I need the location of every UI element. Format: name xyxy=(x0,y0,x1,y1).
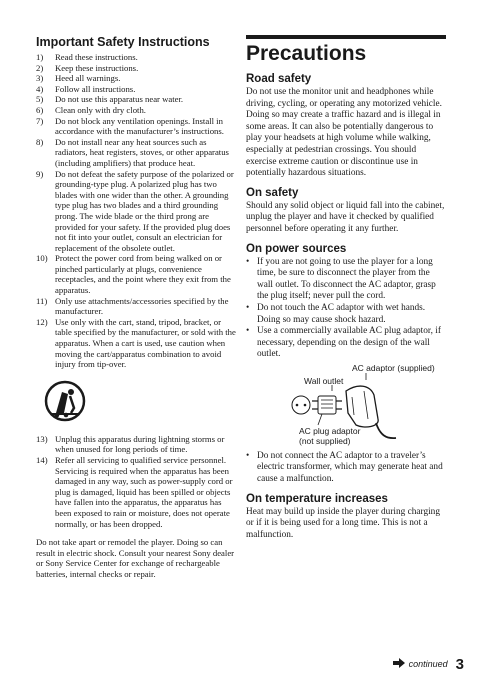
list-item xyxy=(36,253,236,295)
list-item xyxy=(36,105,236,116)
item-number: 10) xyxy=(36,253,48,264)
item-text: Do not defeat the safety purpose of the polarized or grounding-type plug. A polarized plug has two blades with one wider than the other. A grounding type plug has two blades and a third grounding prong. The wide blade or the third prong are provided for your safety. If the provided plug does not fit into your outlet, consult an electrician for replacement of the obsolete outlet. xyxy=(55,168,234,253)
bullet-text: Do not touch the AC adaptor with wet hands. Doing so may cause shock hazard. xyxy=(257,302,426,325)
item-number: 14) xyxy=(36,455,48,465)
item-text: Do not install near any heat sources such as radiators, heat registers, stoves, or other apparatus (including amplifiers) that produce heat. xyxy=(55,136,229,168)
bullet-text: Use a commercially available AC plug adaptor, if necessary, depending on the design of the wall outlet. xyxy=(257,326,441,360)
item-text: Follow all instructions. xyxy=(55,83,136,94)
item-text: Protect the power cord from being walked on or pinched particularly at plugs, convenience receptacles, and the point where they exit from the apparatus. xyxy=(55,253,231,296)
adaptor-illustration xyxy=(246,363,456,445)
safety-instructions-list xyxy=(36,52,236,370)
bullet-text: Do not connect the AC adaptor to a traveler’s electric transformer, which may generate heat and cause a malfunction. xyxy=(257,450,443,485)
bullet-icon: • xyxy=(246,326,250,337)
arrow-right-icon xyxy=(393,655,405,673)
list-item xyxy=(36,434,236,455)
page-title: Precautions xyxy=(246,42,367,65)
item-text: Use only with the cart, stand, tripod, bracket, or table specified by the manufacturer, or sold with the apparatus. When a cart is used, use caution when moving the cart/apparatus combination to avoid injury from tip-over. xyxy=(55,316,236,370)
on-safety-heading: On safety xyxy=(246,186,299,199)
plug-adaptor-sublabel: (not supplied) xyxy=(299,435,351,446)
item-number: 11) xyxy=(36,295,48,306)
road-safety-heading: Road safety xyxy=(246,73,312,85)
item-number: 6) xyxy=(36,104,44,115)
bullet-icon: • xyxy=(246,302,250,313)
item-number: 2) xyxy=(36,62,44,73)
right-column xyxy=(246,35,446,541)
list-item xyxy=(36,116,236,137)
temperature-text: Heat may build up inside the player during charging or if it is being used for a long time. This is not a malfunction. xyxy=(246,506,440,540)
safety-instructions-title: Important Safety Instructions xyxy=(36,35,210,49)
bullet-icon: • xyxy=(246,256,250,267)
item-text: Clean only with dry cloth. xyxy=(55,104,146,115)
item-number: 4) xyxy=(36,83,44,94)
bullet-icon: • xyxy=(246,450,250,461)
ac-adaptor-label: AC adaptor (supplied) xyxy=(352,362,435,373)
page-number: 3 xyxy=(455,655,464,673)
power-sources-list-continued xyxy=(246,451,446,486)
item-text: Refer all servicing to qualified service personnel. Servicing is required when the apparatus has been damaged in any way, such as power-supply cord or plug is damaged, liquid has been spilled or objects have fallen into the apparatus, the apparatus has been exposed to rain or moisture, does not operate normally, or has been dropped. xyxy=(55,455,233,529)
item-number: 5) xyxy=(36,94,44,105)
item-number: 1) xyxy=(36,52,44,62)
item-number: 3) xyxy=(36,73,44,84)
bullet-item xyxy=(246,451,446,486)
bullet-item xyxy=(246,326,446,361)
item-number: 7) xyxy=(36,115,44,126)
list-item xyxy=(36,137,236,169)
list-item xyxy=(36,52,236,63)
list-item xyxy=(36,296,236,317)
list-item xyxy=(36,94,236,105)
item-number: 13) xyxy=(36,433,48,444)
heading-rule xyxy=(246,35,446,39)
page-footer xyxy=(393,655,464,673)
cart-tipover-warning-icon xyxy=(44,380,86,426)
list-item xyxy=(36,73,236,84)
power-sources-list xyxy=(246,257,446,361)
road-safety-text: Do not use the monitor unit and headphones while driving, cycling, or operating any motorized vehicle. Doing so may create a traffic hazard and is illegal in some areas. It can also be potentially dangerous to play your headsets at high volume while walking, especially at pedestrian crossings. You should exercise extreme caution or discontinue use in potentially hazardous situations. xyxy=(246,87,442,179)
item-text: Unplug this apparatus during lightning storms or when unused for long periods of time. xyxy=(55,433,225,455)
continued-label: continued xyxy=(408,659,448,669)
ac-adaptor-diagram xyxy=(246,363,456,445)
bullet-item xyxy=(246,303,446,326)
list-item xyxy=(36,63,236,74)
item-number: 9) xyxy=(36,168,44,179)
wall-outlet-label: Wall outlet xyxy=(304,375,344,386)
list-item xyxy=(36,169,236,254)
item-text: Read these instructions. xyxy=(55,52,138,62)
temperature-heading: On temperature increases xyxy=(246,492,388,505)
service-note: Do not take apart or remodel the player. Doing so can result in electric shock. Consult your nearest Sony dealer or Sony Service Center for exchange of rechargeable batteries, internal checks or repair. xyxy=(36,537,235,579)
item-number: 8) xyxy=(36,136,44,147)
item-number: 12) xyxy=(36,316,48,327)
bullet-item xyxy=(246,257,446,303)
safety-instructions-list-continued xyxy=(36,434,236,529)
item-text: Only use attachments/accessories specified by the manufacturer. xyxy=(55,295,229,317)
power-sources-heading: On power sources xyxy=(246,242,347,255)
left-column xyxy=(36,35,236,580)
item-text: Keep these instructions. xyxy=(55,62,139,73)
list-item xyxy=(36,317,236,370)
list-item xyxy=(36,84,236,95)
item-text: Do not block any ventilation openings. Install in accordance with the manufacturer’s instructions. xyxy=(55,115,224,137)
on-safety-text: Should any solid object or liquid fall into the cabinet, unplug the player and have it checked by qualified personnel before operating it any further. xyxy=(246,200,445,234)
item-text: Do not use this apparatus near water. xyxy=(55,94,184,105)
bullet-text: If you are not going to use the player for a long time, be sure to disconnect the player from the wall outlet. To disconnect the AC adaptor, grasp the plug itself; never pull the cord. xyxy=(257,256,436,302)
item-text: Heed all warnings. xyxy=(55,73,121,84)
plug-adaptor-label: AC plug adaptor xyxy=(299,425,361,436)
list-item xyxy=(36,455,236,529)
